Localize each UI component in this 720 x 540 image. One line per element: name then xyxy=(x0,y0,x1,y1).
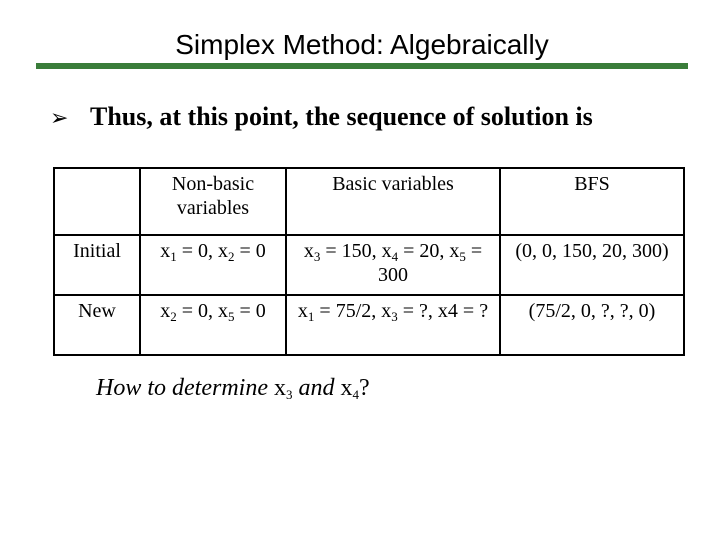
row-label: Initial xyxy=(54,235,140,295)
table-row xyxy=(54,235,684,295)
header-nonbasic: Non-basic variables xyxy=(140,168,286,235)
basic-cell: $x_3 = 150$, $x_4 = 20$, $x_5 = 300$ xyxy=(286,235,500,295)
table-row xyxy=(54,295,684,355)
arrow-bullet-icon: ➢ xyxy=(50,106,69,131)
header-empty xyxy=(54,168,140,235)
header-bfs: BFS xyxy=(500,168,684,235)
slide-title: Simplex Method: Algebraically xyxy=(175,29,549,60)
bfs-cell: (75/2, 0, ?, ?, 0) xyxy=(500,295,684,355)
bullet-line xyxy=(50,100,593,136)
table-header-row xyxy=(54,168,684,235)
header-basic: Basic variables xyxy=(286,168,500,235)
bullet-text: Thus, at this point, the sequence of solution is xyxy=(90,102,593,131)
nonbasic-cell: $x_2 = 0$, $x_5 = 0$ xyxy=(140,295,286,355)
row-label: New xyxy=(54,295,140,355)
question-text: How to determine $x_3$ and $x_4$? xyxy=(96,375,370,402)
title-divider xyxy=(36,63,688,69)
basic-cell: $x_1 = 75/2$, $x_3$ = ?, x4 = ? xyxy=(286,295,500,355)
solution-table xyxy=(53,167,685,356)
bfs-cell: (0, 0, 150, 20, 300) xyxy=(500,235,684,295)
nonbasic-cell: $x_1 = 0$, $x_2 = 0$ xyxy=(140,235,286,295)
